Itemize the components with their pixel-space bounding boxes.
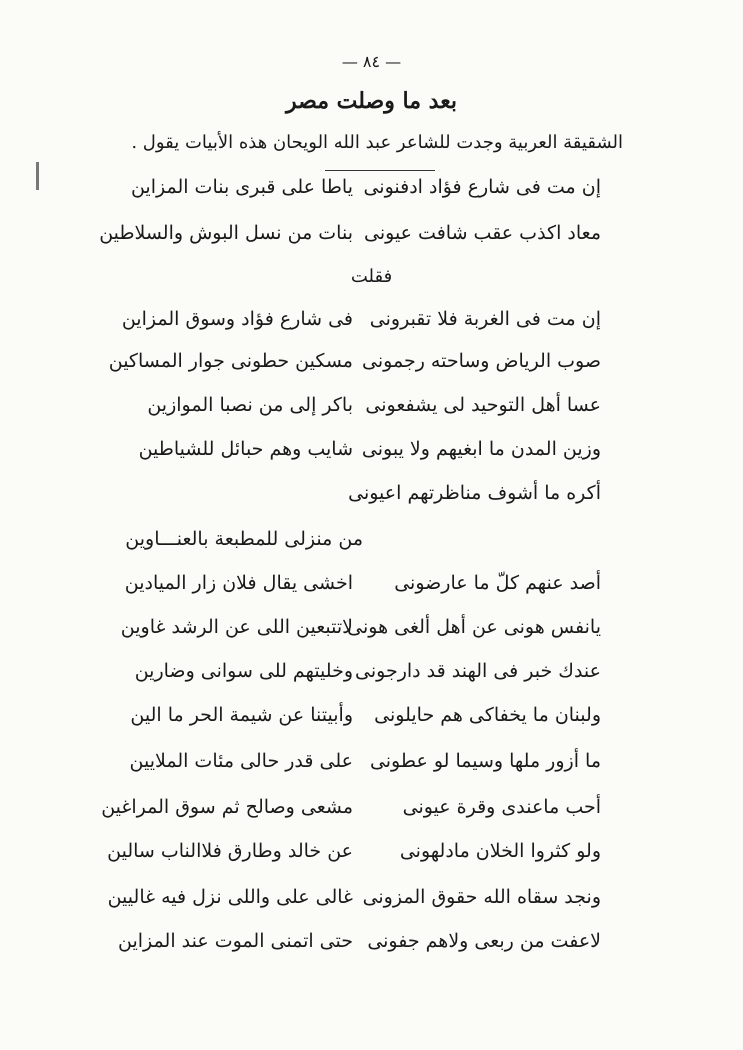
verse-hemistich-second: وأبيتنا عن شيمة الحر ما الين — [130, 704, 353, 726]
verse-row — [0, 572, 743, 612]
verse-hemistich-second: عن خالد وطارق فلاالناب سالين — [107, 840, 353, 862]
intro-text: الشقيقة العربية وجدت للشاعر عبد الله الويحان هذه الأبيات يقول . — [131, 132, 623, 153]
verse-hemistich-second: مشعى وصالح ثم سوق المراغين — [101, 796, 353, 818]
verse-hemistich-second: حتى اتمنى الموت عند المزاين — [118, 930, 353, 952]
verse-row — [0, 886, 743, 926]
verse-hemistich-first: أحب ماعندى وقرة عيونى — [402, 796, 601, 818]
verse-hemistich-second: لاتتبعين اللى عن الرشد غاوين — [120, 616, 353, 638]
verse-single-line: أكره ما أشوف مناظرتهم اعيونى — [348, 482, 601, 504]
verse-hemistich-first: ونجد سقاه الله حقوق المزونى — [362, 886, 601, 908]
verse-hemistich-first: عسا أهل التوحيد لى يشفعونى — [365, 394, 601, 416]
verse-row — [0, 660, 743, 700]
verse-hemistich-first: إن مت فى الغربة فلا تقبرونى — [369, 308, 601, 330]
verse-row — [0, 350, 743, 390]
verse-hemistich-first: معاد اكذب عقب شافت عيونى — [364, 222, 601, 244]
verse-note: من منزلى للمطبعة بالعنـــاوين — [125, 528, 363, 550]
verse-hemistich-first: يانفس هونى عن أهل ألغى هونى — [347, 616, 601, 638]
verse-hemistich-second: شايب وهم حبائل للشياطين — [138, 438, 353, 460]
reply-label: فقلت — [350, 266, 393, 287]
verse-row-single — [0, 482, 743, 522]
reply-label-row — [0, 266, 743, 306]
verse-hemistich-second: على قدر حالى مئات الملايين — [129, 750, 353, 772]
verse-row — [0, 616, 743, 656]
verse-row — [0, 750, 743, 790]
verse-row — [0, 308, 743, 348]
verse-row — [0, 840, 743, 880]
verse-hemistich-first: إن مت فى شارع فؤاد ادفنونى — [363, 176, 601, 198]
verse-row — [0, 394, 743, 434]
verse-hemistich-second: ياطا على قبرى بنات المزاين — [130, 176, 353, 198]
page-number: — ٨٤ — — [341, 52, 402, 71]
verse-row — [0, 222, 743, 262]
verse-hemistich-first: ولو كثروا الخلان مادلهونى — [399, 840, 601, 862]
verse-hemistich-first: أصد عنهم كلّ ما عارضونى — [394, 572, 601, 594]
verse-hemistich-first: عندك خبر فى الهند قد دارجونى — [355, 660, 601, 682]
verse-hemistich-second: مسكين حطونى جوار المساكين — [108, 350, 353, 372]
verse-hemistich-second: باكر إلى من نصبا الموازين — [147, 394, 353, 416]
verse-hemistich-second: بنات من نسل البوش والسلاطين — [99, 222, 353, 244]
note-row — [0, 528, 743, 568]
verse-hemistich-first: ما أزور ملها وسيما لو عطونى — [369, 750, 601, 772]
page-title: بعد ما وصلت مصر — [286, 88, 457, 114]
verse-row — [0, 796, 743, 836]
verse-hemistich-second: وخليتهم للى سوانى وضارين — [134, 660, 353, 682]
verse-hemistich-first: لاعفت من ربعى ولاهم جفونى — [367, 930, 601, 952]
underline — [325, 170, 435, 171]
verse-hemistich-first: وزين المدن ما ابغيهم ولا يبونى — [361, 438, 601, 460]
verse-hemistich-second: اخشى يقال فلان زار الميادين — [124, 572, 353, 594]
verse-hemistich-first: صوب الرياض وساحته رجمونى — [362, 350, 601, 372]
verse-row — [0, 176, 743, 216]
verse-row — [0, 930, 743, 970]
verse-row — [0, 438, 743, 478]
verse-row — [0, 704, 743, 744]
verse-hemistich-first: ولبنان ما يخفاكى هم حايلونى — [374, 704, 601, 726]
verse-hemistich-second: فى شارع فؤاد وسوق المزاين — [121, 308, 353, 330]
verse-hemistich-second: غالى على واللى نزل فيه غاليين — [107, 886, 353, 908]
